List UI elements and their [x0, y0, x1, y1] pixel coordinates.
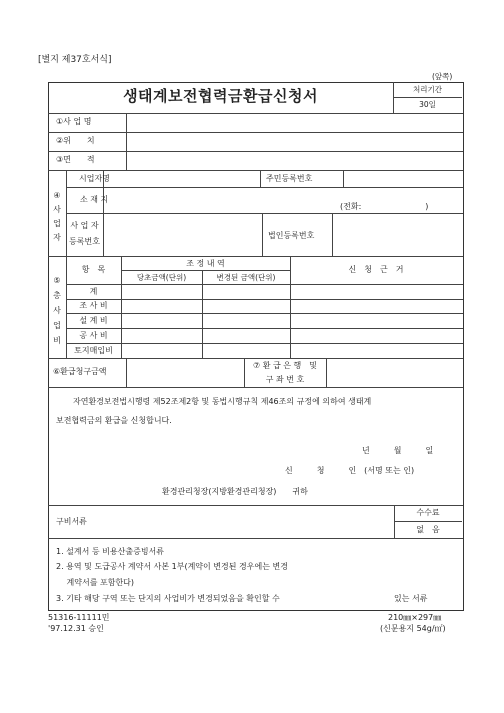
location-label: ②위 치 [56, 136, 95, 145]
recipient: 환경관리청장(지방환경관리청장) 귀하 [162, 487, 308, 496]
cost-item-total: 계 [89, 287, 98, 296]
resident-no-field[interactable] [344, 171, 461, 186]
form-title: 생태계보전협력금환급신청서 [123, 87, 318, 105]
cost-item-survey: 조 사 비 [79, 301, 108, 310]
document-item-1: 1. 설계서 등 비용산출증빙서류 [56, 547, 164, 556]
document-item-3: 3. 기타 해당 구역 또는 단지의 사업비가 변경되었음을 확인할 수 [56, 594, 280, 603]
original-amount-header: 당초금액(단위) [136, 273, 187, 282]
corp-reg-no-field[interactable] [333, 214, 461, 255]
application-date: 년 월 일 [362, 446, 434, 455]
address-field[interactable] [104, 188, 461, 212]
changed-amount-header: 변경된 금액(단위) [216, 273, 276, 282]
cost-item-design: 설 계 비 [79, 316, 108, 325]
document-item-3-tail: 있는 서류 [394, 594, 428, 603]
business-reg-no-label-2: 등록번호 [69, 237, 100, 246]
applicant-signature: 신 청 인 (서명 또는 인) [285, 466, 415, 475]
phone-label: (전화: ) [340, 202, 429, 211]
fee-label: 수수료 [416, 508, 440, 517]
fee-value: 없 음 [416, 525, 440, 534]
location-field[interactable] [127, 133, 461, 150]
form-reference: [별지 제37호서식] [38, 55, 112, 65]
operator-section-label: ④ 사 업 자 [53, 191, 61, 242]
required-documents-label: 구비서류 [56, 517, 87, 526]
area-label: ③면 적 [56, 155, 95, 164]
total-cost-section-label: ⑤ 총 사 업 비 [53, 276, 61, 345]
area-field[interactable] [127, 152, 461, 169]
document-item-2-cont: 계약서를 포함한다) [56, 578, 135, 587]
cost-item-land: 토지매입비 [74, 346, 113, 355]
form-code: 51316-11111민 [48, 613, 110, 622]
front-side-label: (앞쪽) [432, 72, 453, 81]
adjustment-header: 조 정 내 역 [186, 259, 225, 268]
company-name-label: 시업자명 [79, 174, 110, 183]
processing-period-label: 처리기간 [413, 85, 442, 94]
business-reg-no-field[interactable] [104, 214, 261, 255]
refund-bank-field[interactable] [327, 359, 461, 386]
paper-type: (신문용지 54g/㎡) [380, 624, 446, 633]
cost-item-construction: 공 사 비 [79, 331, 108, 340]
business-reg-no-label-1: 사 업 자 [70, 221, 99, 230]
paper-size: 210㎜×297㎜ [388, 613, 442, 622]
cost-item-header: 항 목 [81, 265, 106, 274]
approval-date: '97.12.31 승인 [48, 624, 104, 633]
company-name-field[interactable] [104, 171, 259, 186]
refund-bank-label-2: 구 좌 번 호 [265, 375, 305, 384]
corp-reg-no-label: 법인등록번호 [268, 231, 315, 240]
address-label: 소 재 지 [80, 195, 109, 204]
business-name-field[interactable] [127, 114, 461, 131]
document-item-2: 2. 용역 및 도급공사 계약서 사본 1부(계약이 변경된 경우에는 변경 [56, 562, 288, 571]
refund-bank-label-1: ⑦ 환 급 은 행 및 [253, 361, 317, 370]
application-basis-header: 신 청 근 거 [348, 265, 404, 274]
statement-line-2: 보전협력금의 환급을 신청합니다. [56, 416, 172, 425]
processing-period-value: 30일 [419, 100, 436, 109]
resident-no-label: 주민등록번호 [266, 174, 313, 183]
business-name-label: ①사 업 명 [56, 117, 92, 126]
refund-amount-label: ⑥환급청구금액 [53, 367, 107, 376]
statement-line-1: 자연환경보전법시행령 제52조제2항 및 동법시행규칙 제46조의 규정에 의하여 생태계 [73, 397, 372, 406]
refund-amount-field[interactable] [127, 359, 243, 386]
